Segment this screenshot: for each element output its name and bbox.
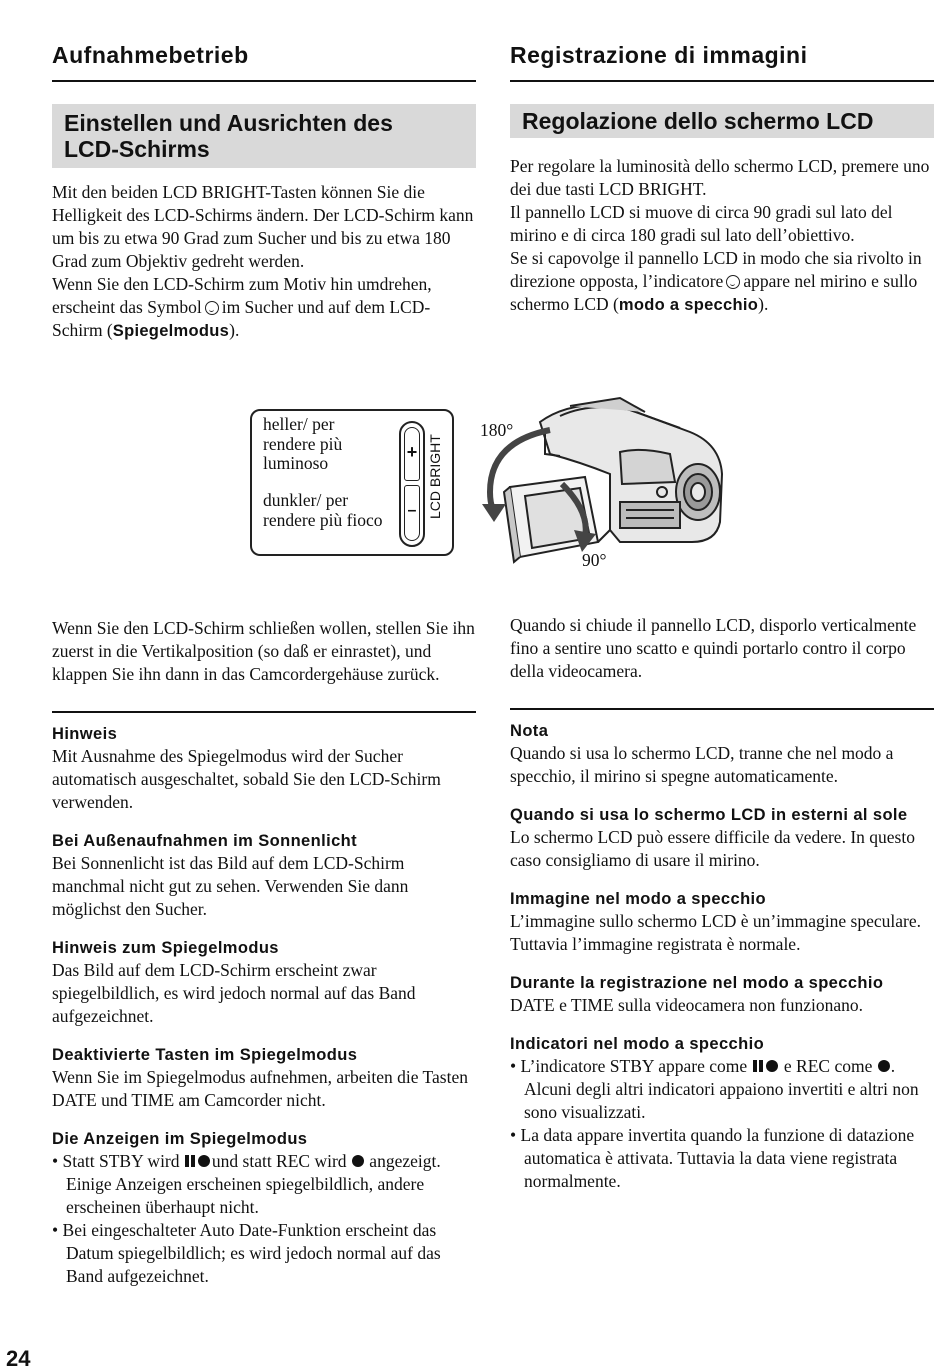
- intro-de: [52, 181, 476, 343]
- note-it-1: [510, 720, 934, 788]
- stby-pause-icon: [752, 1059, 780, 1073]
- subheading-de-line1: Einstellen und Ausrichten des: [64, 110, 393, 136]
- close-text-it: Quando si chiude il pannello LCD, disporlo verticalmente fino a sentire uno scatto e quindi portarlo contro il corpo della videocamera.: [510, 615, 917, 681]
- note-de-4-title: Deaktivierte Tasten im Spiegelmodus: [52, 1046, 358, 1064]
- indicators-de-bullet-1: • Statt STBY wird und statt REC wird angezeigt. Einige Anzeigen erscheinen spiegelbildlich, andere erscheinen überhaupt nicht.: [52, 1151, 441, 1217]
- plus-sign: +: [406, 442, 418, 462]
- mirror-mode-icon: [205, 301, 219, 315]
- note-it-4-body: DATE e TIME sulla videocamera non funzionano.: [510, 995, 863, 1015]
- note-it-4: [510, 972, 934, 1017]
- angle-180-label: 180°: [480, 420, 514, 440]
- camcorder-illustration: [470, 392, 740, 572]
- note-it-4-title: Durante la registrazione nel modo a specchio: [510, 974, 884, 992]
- ind-it-b1a: L’indicatore STBY appare come: [520, 1056, 748, 1076]
- mirror-mode-icon: [726, 275, 740, 289]
- lower-de: [52, 617, 476, 1288]
- ind-de-b1c: angezeigt. Einige Anzeigen erscheinen spiegelbildlich, andere erscheinen überhaupt nicht.: [66, 1151, 441, 1217]
- ind-it-b1b: e REC come: [783, 1056, 873, 1076]
- ind-de-b1b: und statt REC wird: [211, 1151, 347, 1171]
- note-de-2-body: Bei Sonnenlicht ist das Bild auf dem LCD-Schirm manchmal nicht gut zu sehen. Verwenden Sie dann möglichst den Sucher.: [52, 853, 409, 919]
- lcd-bright-label: LCD BRIGHT: [427, 434, 443, 519]
- lcd-bright-plus-button[interactable]: [404, 427, 420, 481]
- note-it-2-body: Lo schermo LCD può essere difficile da vedere. In questo caso consigliamo di usare il mirino.: [510, 827, 915, 870]
- notes-rule-it: [510, 708, 934, 710]
- darker-label: dunkler/ per rendere più fioco: [263, 490, 383, 530]
- subheading-it: Regolazione dello schermo LCD: [510, 104, 934, 138]
- note-de-4: [52, 1044, 476, 1112]
- note-de-1-body: Mit Ausnahme des Spiegelmodus wird der Sucher automatisch ausgeschaltet, sobald Sie den LCD-Schirm verwenden.: [52, 746, 441, 812]
- note-it-2: [510, 804, 934, 872]
- ind-it-b1c: . Alcuni degli altri indicatori appaiono invertiti e altri non sono visualizzati.: [524, 1056, 919, 1122]
- indicators-it: [510, 1033, 934, 1193]
- brighter-label: heller/ per rendere più luminoso: [263, 414, 343, 473]
- intro-it-p3-a: Se si capovolge il pannello LCD in modo che sia rivolto in direzione opposta, l’indicatore: [510, 248, 922, 291]
- close-text-de: Wenn Sie den LCD-Schirm schließen wollen, stellen Sie ihn zuerst in die Vertikalposition (so daß er einrastet), und klappen Sie ihn dann in das Camcordergehäuse zurück.: [52, 618, 475, 684]
- intro-it-mirror-mode: modo a specchio: [618, 296, 759, 314]
- note-de-3-body: Das Bild auf dem LCD-Schirm erscheint zwar spiegelbildlich, es wird jedoch normal auf das Band aufgezeichnet.: [52, 960, 416, 1026]
- angle-90-label: 90°: [582, 550, 607, 570]
- note-it-3-title: Immagine nel modo a specchio: [510, 890, 767, 908]
- indicators-it-bullet-1: • L’indicatore STBY appare come e REC come . Alcuni degli altri indicatori appaiono invertiti e altri non sono visualizzati.: [510, 1056, 919, 1122]
- intro-de-p2-a: Wenn Sie den LCD-Schirm zum Motiv hin umdrehen, erscheint das Symbol: [52, 274, 432, 317]
- note-de-2: [52, 830, 476, 921]
- section-rule-de: [52, 80, 476, 82]
- subheading-de-line2: LCD-Schirms: [64, 136, 210, 162]
- rec-dot-icon: [877, 1059, 891, 1073]
- note-de-4-body: Wenn Sie im Spiegelmodus aufnehmen, arbeiten die Tasten DATE und TIME am Camcorder nicht.: [52, 1067, 468, 1110]
- intro-de-p2-b: im Sucher und auf dem LCD-Schirm (: [52, 297, 431, 340]
- intro-it-p2: Il pannello LCD si muove di circa 90 gradi sul lato del mirino e di circa 180 gradi sul lato dell’obiettivo.: [510, 202, 893, 245]
- subheading-de: [52, 104, 476, 168]
- stby-pause-icon: [184, 1154, 212, 1168]
- note-it-3: [510, 888, 934, 956]
- note-it-3-body: L’immagine sullo schermo LCD è un’immagine speculare. Tuttavia l’immagine registrata è normale.: [510, 911, 921, 954]
- intro-de-p2: [52, 273, 476, 343]
- minus-sign: –: [407, 502, 417, 519]
- note-de-3: [52, 937, 476, 1028]
- intro-it: [510, 155, 934, 317]
- section-title-de: Aufnahmebetrieb: [52, 42, 249, 68]
- indicators-it-bullet-2: • La data appare invertita quando la funzione di datazione automatica è attivata. Tuttavia la data viene registrata normalmente.: [510, 1125, 915, 1191]
- indicators-de: [52, 1128, 476, 1288]
- indicators-de-bullet-2: • Bei eingeschalteter Auto Date-Funktion erscheint das Datum spiegelbildlich; es wird jedoch normal auf das Band aufgezeichnet.: [52, 1220, 441, 1286]
- intro-it-p3-b: appare nel mirino e sullo schermo LCD (: [510, 271, 918, 314]
- note-de-1: [52, 723, 476, 814]
- note-it-1-body: Quando si usa lo schermo LCD, tranne che nel modo a specchio, il mirino si spegne automaticamente.: [510, 743, 894, 786]
- note-it-1-title: Nota: [510, 722, 549, 740]
- notes-rule-de: [52, 711, 476, 713]
- section-title-it: Registrazione di immagini: [510, 42, 808, 68]
- rec-dot-icon: [351, 1154, 365, 1168]
- page-number: 24: [6, 1346, 31, 1371]
- section-rule-it: [510, 80, 934, 82]
- lcd-bright-panel: [250, 409, 454, 556]
- intro-it-p3: [510, 247, 934, 317]
- note-de-1-title: Hinweis: [52, 725, 118, 743]
- intro-it-p1: Per regolare la luminosità dello schermo LCD, premere uno dei due tasti LCD BRIGHT.: [510, 156, 930, 199]
- intro-de-p2-c: ).: [229, 320, 240, 340]
- note-it-2-title: Quando si usa lo schermo LCD in esterni al sole: [510, 806, 908, 824]
- intro-de-p1: Mit den beiden LCD BRIGHT-Tasten können Sie die Helligkeit des LCD-Schirms ändern. Der LCD-Schirm kann um bis zu etwa 90 Grad zum Sucher und bis zu etwa 180 Grad zum Objektiv gedreht werden.: [52, 182, 474, 271]
- ind-de-b1a: Statt STBY wird: [62, 1151, 180, 1171]
- note-de-3-title: Hinweis zum Spiegelmodus: [52, 939, 279, 957]
- lower-it: [510, 614, 934, 1193]
- ind-de-b2: Bei eingeschalteter Auto Date-Funktion erscheint das Datum spiegelbildlich; es wird jedoch normal auf das Band aufgezeichnet.: [62, 1220, 441, 1286]
- ind-it-b2: La data appare invertita quando la funzione di datazione automatica è attivata. Tuttavia la data viene registrata normalmente.: [520, 1125, 915, 1191]
- intro-de-mirror-mode: Spiegelmodus: [112, 322, 230, 340]
- intro-it-p3-c: ).: [758, 294, 769, 314]
- indicators-de-title: Die Anzeigen im Spiegelmodus: [52, 1130, 308, 1148]
- lcd-bright-minus-button[interactable]: [404, 485, 420, 541]
- note-de-2-title: Bei Außenaufnahmen im Sonnenlicht: [52, 832, 358, 850]
- indicators-it-title: Indicatori nel modo a specchio: [510, 1035, 765, 1053]
